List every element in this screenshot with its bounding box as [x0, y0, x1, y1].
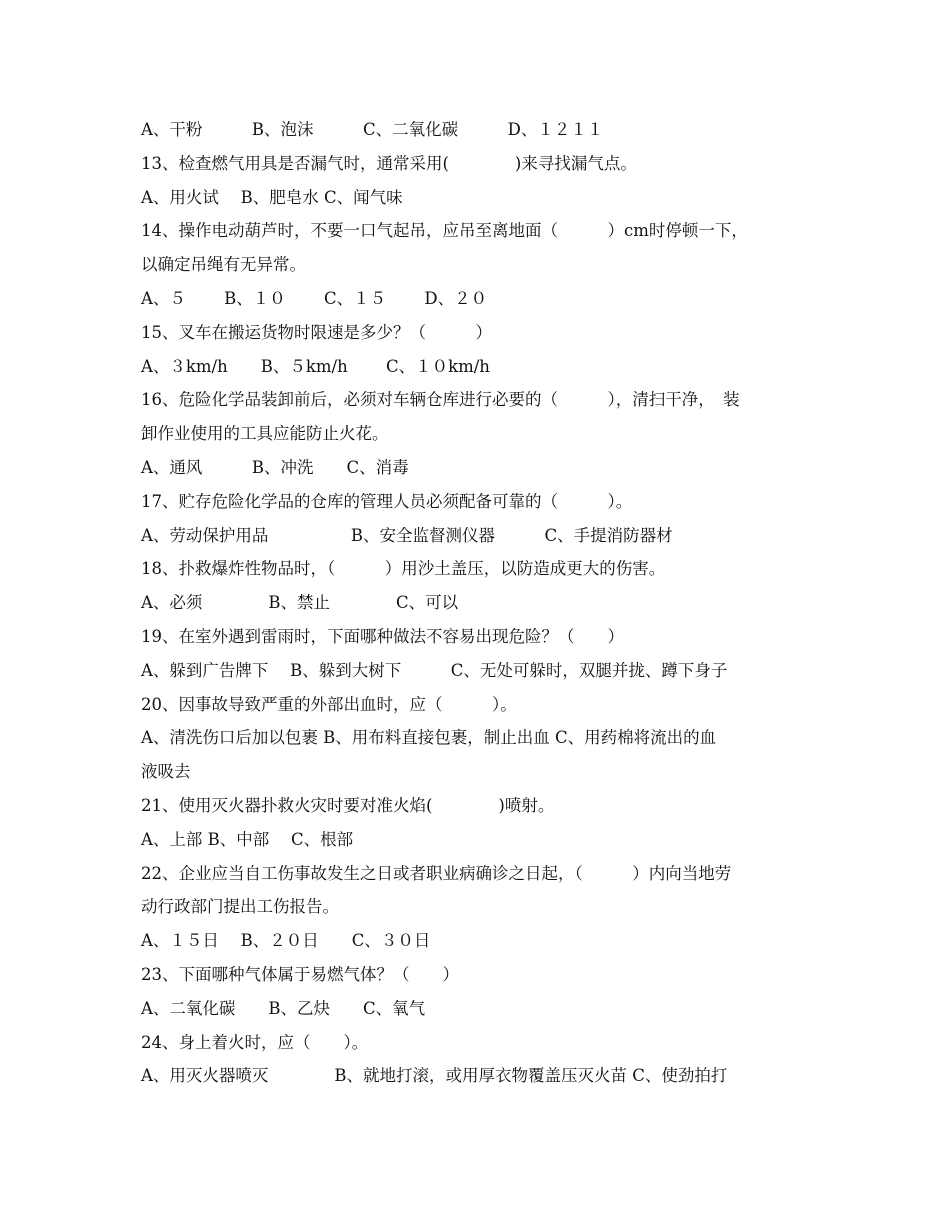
question-20: 20、因事故导致严重的外部出血时，应（ ）。	[141, 694, 517, 714]
question-list	[141, 113, 821, 1093]
question-15: 15、叉车在搬运货物时限速是多少？（ ）	[141, 322, 492, 342]
answer-options-q15: A、３km/h B、５km/h C、１０km/h	[141, 356, 490, 376]
question-23: 23、下面哪种气体属于易燃气体？（ ）	[141, 964, 459, 984]
question-24: 24、身上着火时，应（ ）。	[141, 1032, 369, 1052]
answer-options-q24: A、用灭火器喷灭 B、就地打滚，或用厚衣物覆盖压灭火苗 C、使劲拍打	[141, 1066, 728, 1086]
question-22: 22、企业应当自工伤事故发生之日或者职业病确诊之日起，（ ）内向当地劳	[141, 863, 732, 883]
answer-options-q20: A、清洗伤口后加以包裹 B、用布料直接包裹，制止出血 C、用药棉将流出的血	[141, 728, 717, 748]
answer-options-q19: A、躲到广告牌下 B、躲到大树下 C、无处可躲时，双腿并拢、蹲下身子	[141, 660, 728, 680]
question-18: 18、扑救爆炸性物品时，（ ）用沙土盖压，以防造成更大的伤害。	[141, 559, 666, 579]
question-14: 14、操作电动葫芦时，不要一口气起吊，应吊至离地面（ ）cm时停顿一下，	[141, 221, 748, 241]
question-16: 16、危险化学品装卸前后，必须对车辆仓库进行必要的（ ），清扫干净， 装	[141, 390, 740, 410]
answer-options-q20-continued: 液吸去	[141, 762, 191, 782]
question-14-continued: 以确定吊绳有无异常。	[141, 255, 306, 275]
answer-options-q16: A、通风 B、冲洗 C、消毒	[141, 457, 409, 477]
answer-options-q13: A、用火试 B、肥皂水 C、闻气味	[141, 187, 403, 207]
answer-options-q14: A、５ B、１０ C、１５ D、２０	[141, 288, 488, 308]
question-17: 17、贮存危险化学品的仓库的管理人员必须配备可靠的（ ）。	[141, 491, 633, 511]
answer-options-q12: A、干粉 B、泡沫 C、二氧化碳 D、１２１１	[141, 120, 604, 139]
question-16-continued: 卸作业使用的工具应能防止火花。	[141, 424, 389, 444]
answer-options-q22: A、１５日 B、２０日 C、３０日	[141, 931, 431, 951]
question-22-continued: 动行政部门提出工伤报告。	[141, 897, 339, 917]
question-13: 13、检查燃气用具是否漏气时，通常采用( )来寻找漏气点。	[141, 153, 637, 173]
question-21: 21、使用灭火器扑救火灾时要对准火焰( )喷射。	[141, 795, 555, 815]
answer-options-q21: A、上部 B、中部 C、根部	[141, 829, 354, 849]
answer-options-q18: A、必须 B、禁止 C、可以	[141, 593, 459, 613]
answer-options-q23: A、二氧化碳 B、乙炔 C、氧气	[141, 998, 426, 1018]
question-19: 19、在室外遇到雷雨时，下面哪种做法不容易出现危险？（ ）	[141, 626, 624, 646]
answer-options-q17: A、劳动保护用品 B、安全监督测仪器 C、手提消防器材	[141, 525, 673, 545]
